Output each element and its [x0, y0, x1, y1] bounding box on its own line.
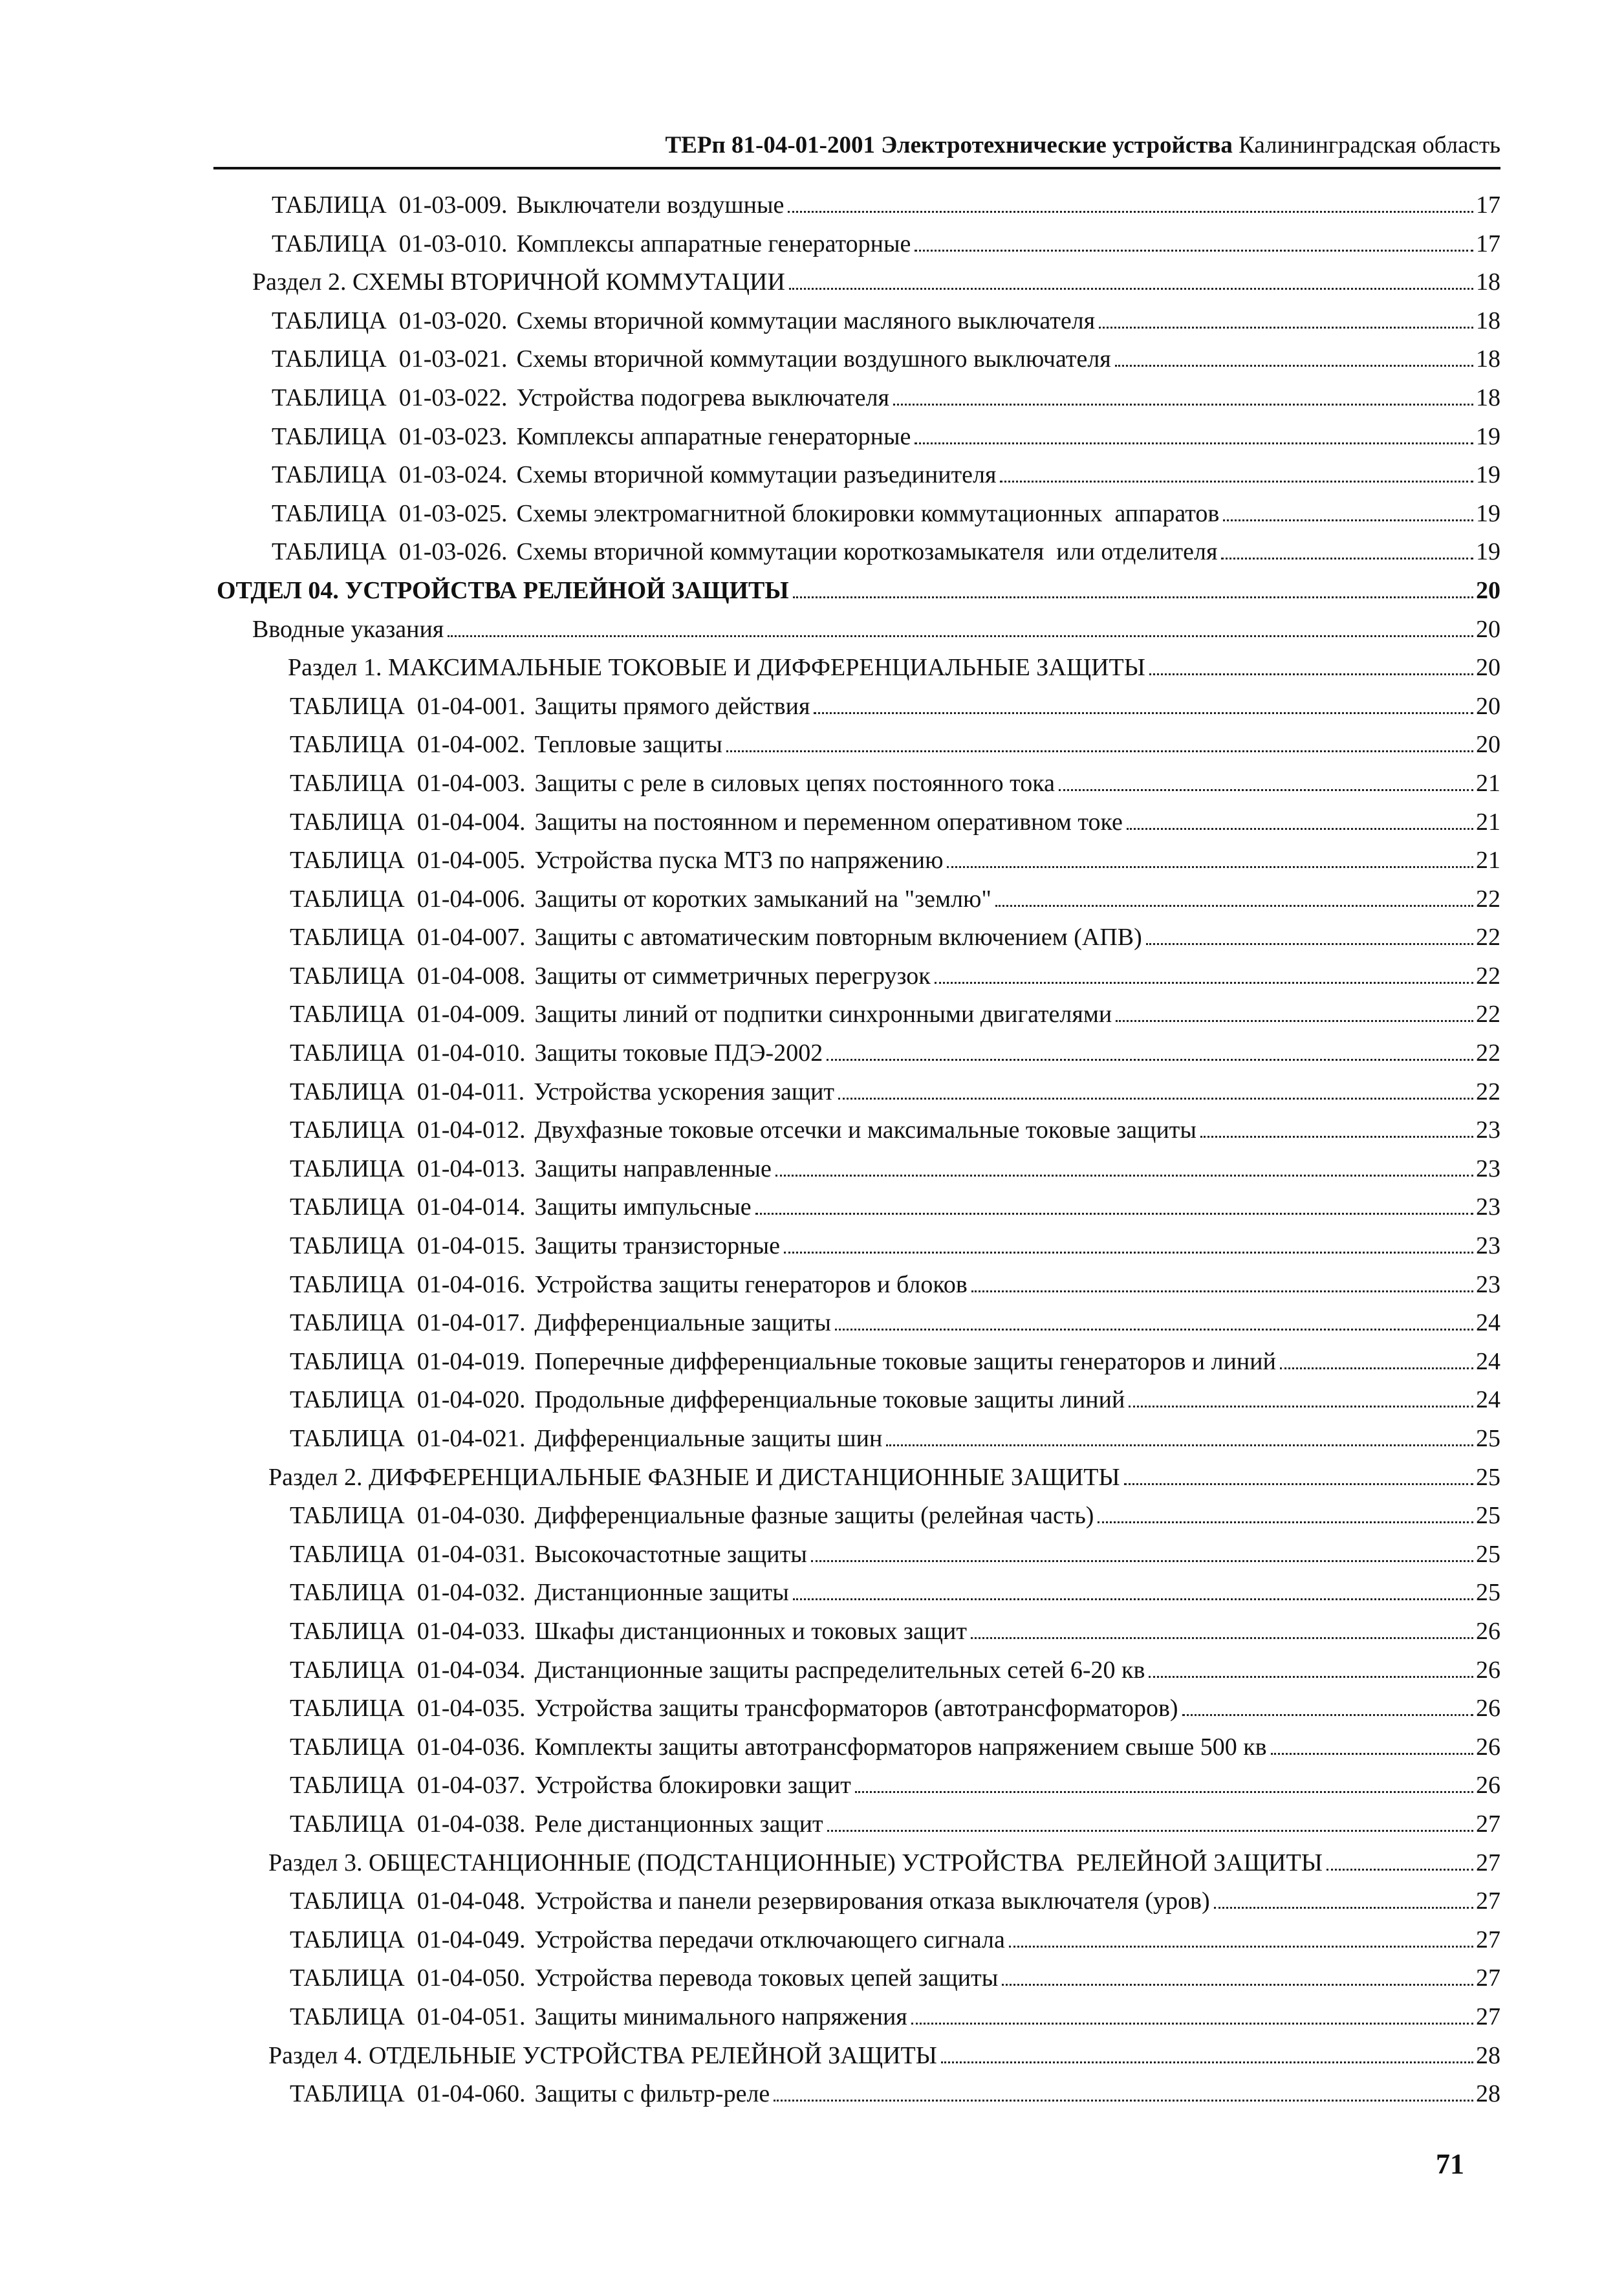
toc-leader-dots	[911, 2023, 1473, 2025]
toc-leader-dots	[838, 1098, 1473, 1100]
toc-entry-title: Устройства перевода токовых цепей защиты	[534, 1964, 999, 1992]
toc-entry-page: 23	[1476, 1155, 1500, 1182]
toc-leader-dots	[811, 1560, 1473, 1562]
toc-entry	[213, 765, 1500, 803]
toc-leader-dots	[893, 404, 1473, 406]
toc-entry-code: ТАБЛИЦА 01-04-034.	[290, 1656, 526, 1684]
toc-entry-page: 28	[1476, 2041, 1500, 2069]
toc-entry-title: Устройства пуска МТЗ по напряжению	[534, 847, 944, 875]
toc-entry-title: Двухфазные токовые отсечки и максимальные токовые защиты	[534, 1116, 1196, 1144]
toc-entry-code: ТАБЛИЦА 01-04-051.	[290, 2003, 526, 2030]
toc-entry-label	[290, 1921, 1005, 1960]
toc-entry-page: 21	[1476, 847, 1500, 875]
toc-leader-dots	[1099, 327, 1473, 329]
toc-entry-title: Защиты транзисторные	[534, 1232, 781, 1260]
toc-entry-label	[290, 1728, 1267, 1767]
toc-entry	[213, 1073, 1500, 1112]
toc-entry-label	[290, 995, 1112, 1034]
toc-entry-code: ТАБЛИЦА 01-04-006.	[290, 885, 526, 913]
toc-entry	[213, 1150, 1500, 1189]
toc-entry-page: 24	[1476, 1386, 1500, 1414]
toc-entry-code: ТАБЛИЦА 01-03-010.	[272, 230, 508, 257]
toc-entry-page: 25	[1476, 1540, 1500, 1568]
toc-entry-label	[290, 1651, 1145, 1690]
toc-entry	[213, 1574, 1500, 1613]
toc-entry-title: Защиты от коротких замыканий на "землю"	[534, 885, 991, 913]
toc-entry-label	[290, 1227, 780, 1266]
toc-entry-code: ТАБЛИЦА 01-03-026.	[272, 538, 508, 566]
toc-entry-code: ТАБЛИЦА 01-04-049.	[290, 1926, 526, 1953]
toc-entry-page: 17	[1476, 191, 1500, 219]
toc-entry-page: 27	[1476, 2003, 1500, 2030]
toc-entry-page: 27	[1476, 1849, 1500, 1876]
toc-leader-dots	[793, 596, 1473, 598]
toc-leader-dots	[448, 635, 1473, 637]
toc-entry-code: ТАБЛИЦА 01-04-014.	[290, 1193, 526, 1221]
toc-entry	[213, 1304, 1500, 1343]
toc-entry-label	[217, 572, 789, 611]
toc-entry-page: 22	[1476, 1078, 1500, 1105]
toc-leader-dots	[726, 750, 1473, 752]
toc-entry	[213, 302, 1500, 341]
toc-entry	[213, 1188, 1500, 1227]
toc-entry-code: ТАБЛИЦА 01-04-037.	[290, 1772, 526, 1799]
toc-entry-label	[290, 803, 1123, 842]
toc-leader-dots	[971, 1637, 1473, 1639]
toc-leader-dots	[827, 1059, 1473, 1061]
toc-leader-dots	[1116, 1020, 1473, 1022]
toc-entry-page: 18	[1476, 384, 1500, 411]
toc-entry-title: Выключатели воздушные	[516, 191, 785, 219]
toc-entry	[213, 1381, 1500, 1420]
toc-entry-page: 25	[1476, 1579, 1500, 1607]
toc-leader-dots	[775, 1175, 1473, 1177]
toc-entry-code: ТАБЛИЦА 01-04-060.	[290, 2080, 526, 2108]
toc-entry-code: ТАБЛИЦА 01-04-030.	[290, 1502, 526, 1530]
toc-entry-title: Устройства подогрева выключателя	[516, 384, 890, 411]
toc-entry-label	[290, 1266, 968, 1305]
toc-entry-label	[290, 765, 1055, 803]
toc-entry	[213, 186, 1500, 225]
toc-entry-label	[290, 842, 943, 880]
toc-entry-code: ТАБЛИЦА 01-04-009.	[290, 1001, 526, 1028]
toc-entry	[213, 2075, 1500, 2114]
toc-entry-title: Защиты импульсные	[534, 1193, 752, 1221]
toc-entry-code: ТАБЛИЦА 01-04-005.	[290, 847, 526, 875]
toc-leader-dots	[1149, 1676, 1473, 1678]
toc-entry-page: 27	[1476, 1926, 1500, 1953]
toc-entry-code: ТАБЛИЦА 01-03-022.	[272, 384, 508, 411]
toc-entry-title: Защиты минимального напряжения	[534, 2003, 907, 2030]
toc-leader-dots	[1098, 1521, 1473, 1523]
toc-entry	[213, 1651, 1500, 1690]
toc-leader-dots	[1009, 1946, 1473, 1948]
toc-entry	[213, 918, 1500, 957]
toc-entry-code: ТАБЛИЦА 01-04-011.	[290, 1078, 525, 1105]
toc-entry-code: ТАБЛИЦА 01-04-008.	[290, 962, 526, 990]
toc-entry-code: ТАБЛИЦА 01-04-017.	[290, 1309, 526, 1337]
toc-leader-dots	[915, 250, 1473, 252]
toc-leader-dots	[1214, 1907, 1473, 1909]
toc-entry-code: ТАБЛИЦА 01-04-007.	[290, 924, 526, 951]
toc-entry	[213, 225, 1500, 264]
toc-entry	[213, 1227, 1500, 1266]
toc-leader-dots	[855, 1791, 1473, 1793]
toc-entry	[213, 803, 1500, 842]
toc-leader-dots	[774, 2100, 1473, 2102]
toc-entry-title: Защиты с фильтр-реле	[534, 2080, 770, 2108]
page-number: 71	[1436, 2148, 1464, 2180]
toc-entry-page: 26	[1476, 1617, 1500, 1645]
toc-entry-title: Раздел 2. ДИФФЕРЕНЦИАЛЬНЫЕ ФАЗНЫЕ И ДИСТАНЦИОННЫЕ ЗАЩИТЫ	[268, 1463, 1120, 1491]
toc-entry-title: Устройства передачи отключающего сигнала	[534, 1926, 1005, 1953]
toc-entry	[213, 418, 1500, 457]
toc-entry	[213, 379, 1500, 418]
toc-entry-label	[272, 456, 996, 495]
toc-leader-dots	[1280, 1367, 1473, 1369]
toc-entry-code: ТАБЛИЦА 01-04-036.	[290, 1733, 526, 1761]
toc-entry	[213, 995, 1500, 1034]
toc-entry	[213, 263, 1500, 302]
toc-entry-code: ТАБЛИЦА 01-04-033.	[290, 1617, 526, 1645]
toc-entry-code: ТАБЛИЦА 01-04-050.	[290, 1964, 526, 1992]
toc-entry-code: ТАБЛИЦА 01-04-003.	[290, 769, 526, 797]
toc-entry-page: 23	[1476, 1193, 1500, 1221]
toc-leader-dots	[814, 712, 1473, 714]
toc-entry-label	[272, 186, 784, 225]
toc-entry-code: ТАБЛИЦА 01-04-012.	[290, 1116, 526, 1144]
toc-entry-title: Комплексы аппаратные генераторные	[516, 422, 911, 450]
toc-entry-title: Реле дистанционных защит	[534, 1810, 823, 1838]
toc-leader-dots	[1200, 1136, 1473, 1138]
toc-leader-dots	[1326, 1869, 1473, 1871]
toc-entry	[213, 842, 1500, 880]
toc-entry-label	[290, 1766, 851, 1805]
toc-entry-title: Схемы электромагнитной блокировки коммутационных аппаратов	[516, 499, 1220, 527]
toc-leader-dots	[755, 1213, 1473, 1215]
toc-entry	[213, 649, 1500, 688]
toc-entry-label	[252, 611, 444, 649]
toc-entry-title: Защиты от симметричных перегрузок	[534, 962, 931, 990]
toc-entry	[213, 1613, 1500, 1651]
toc-entry-title: Схемы вторичной коммутации масляного выключателя	[516, 307, 1096, 334]
toc-entry-label	[290, 1690, 1178, 1728]
toc-entry-title: ОТДЕЛ 04. УСТРОЙСТВА РЕЛЕЙНОЙ ЗАЩИТЫ	[217, 576, 789, 604]
toc-entry-label	[272, 379, 889, 418]
toc-leader-dots	[789, 288, 1473, 290]
toc-leader-dots	[1002, 1984, 1473, 1986]
toc-entry-title: Защиты с реле в силовых цепях постоянного тока	[534, 769, 1056, 797]
toc-leader-dots	[1115, 365, 1473, 367]
toc-leader-dots	[827, 1830, 1473, 1832]
toc-entry-page: 24	[1476, 1347, 1500, 1375]
toc-leader-dots	[835, 1329, 1473, 1331]
toc-entry-page: 22	[1476, 885, 1500, 913]
toc-entry-code: ТАБЛИЦА 01-04-021.	[290, 1425, 526, 1452]
toc-entry-label	[290, 1381, 1125, 1420]
toc-entry-page: 27	[1476, 1887, 1500, 1915]
toc-leader-dots	[1271, 1753, 1473, 1755]
toc-entry-label	[290, 1805, 823, 1844]
toc-entry-page: 18	[1476, 268, 1500, 296]
toc-entry-label	[290, 1536, 807, 1574]
toc-entry-page: 25	[1476, 1463, 1500, 1491]
toc-entry-label	[290, 880, 991, 919]
toc-entry	[213, 880, 1500, 919]
toc-leader-dots	[1223, 519, 1473, 521]
toc-entry-label	[288, 649, 1145, 688]
toc-entry-label	[268, 2037, 937, 2076]
toc-entry-code: ТАБЛИЦА 01-04-031.	[290, 1540, 526, 1568]
toc-entry-page: 19	[1476, 422, 1500, 450]
toc-entry-page: 23	[1476, 1232, 1500, 1260]
toc-leader-dots	[1127, 828, 1473, 830]
toc-entry-page: 19	[1476, 461, 1500, 489]
toc-entry-label	[290, 1111, 1196, 1150]
toc-entry-title: Дифференциальные фазные защиты (релейная часть)	[534, 1502, 1094, 1530]
toc-leader-dots	[1182, 1714, 1473, 1716]
toc-entry	[213, 1459, 1500, 1497]
header-region: Калининградская область	[1239, 132, 1500, 158]
toc-leader-dots	[1000, 481, 1473, 483]
toc-entry-code: ТАБЛИЦА 01-04-032.	[290, 1579, 526, 1607]
toc-entry-label	[290, 1150, 772, 1189]
toc-entry-code: ТАБЛИЦА 01-04-019.	[290, 1347, 526, 1375]
toc-entry-title: Дифференциальные защиты	[534, 1309, 831, 1337]
toc-entry-label	[272, 340, 1111, 379]
toc-entry-page: 22	[1476, 1001, 1500, 1028]
toc-entry-title: Устройства и панели резервирования отказа выключателя (уров)	[534, 1887, 1210, 1915]
toc-entry-label	[290, 1343, 1276, 1382]
toc-leader-dots	[1146, 943, 1473, 945]
toc-entry-page: 22	[1476, 962, 1500, 990]
toc-entry-page: 22	[1476, 924, 1500, 951]
toc-entry-code: ТАБЛИЦА 01-04-016.	[290, 1270, 526, 1298]
toc-entry-label	[272, 495, 1219, 534]
toc-entry-page: 18	[1476, 307, 1500, 334]
toc-entry	[213, 1266, 1500, 1305]
toc-entry-label	[290, 1497, 1094, 1536]
toc-entry	[213, 495, 1500, 534]
toc-entry-label	[290, 1420, 882, 1459]
toc-entry-label	[290, 1959, 998, 1998]
toc-entry-label	[290, 1188, 752, 1227]
toc-entry-page: 17	[1476, 230, 1500, 257]
toc-entry-page: 28	[1476, 2080, 1500, 2108]
toc-entry-page: 25	[1476, 1502, 1500, 1530]
toc-entry-label	[290, 1304, 831, 1343]
toc-leader-dots	[915, 442, 1473, 444]
toc-entry-label	[272, 418, 911, 457]
toc-entry-title: Защиты направленные	[534, 1155, 772, 1182]
toc-entry-page: 20	[1476, 692, 1500, 720]
toc-entry	[213, 957, 1500, 996]
toc-entry-page: 24	[1476, 1309, 1500, 1337]
toc-entry-label	[290, 1034, 823, 1073]
toc-entry-title: Раздел 3. ОБЩЕСТАНЦИОННЫЕ (ПОДСТАНЦИОННЫЕ) УСТРОЙСТВА РЕЛЕЙНОЙ ЗАЩИТЫ	[268, 1849, 1323, 1876]
toc-entry-page: 21	[1476, 769, 1500, 797]
toc-entry-title: Поперечные дифференциальные токовые защиты генераторов и линий	[534, 1347, 1276, 1375]
toc-entry-label	[268, 1459, 1120, 1497]
toc-entry-code: ТАБЛИЦА 01-04-035.	[290, 1695, 526, 1722]
toc-leader-dots	[784, 1252, 1473, 1254]
toc-entry	[213, 1497, 1500, 1536]
toc-entry-title: Устройства блокировки защит	[534, 1772, 851, 1799]
toc-entry-title: Высокочастотные защиты	[534, 1540, 807, 1568]
toc-entry-page: 26	[1476, 1656, 1500, 1684]
toc-entry	[213, 1844, 1500, 1883]
toc-entry-label	[290, 688, 810, 726]
toc-entry	[213, 1343, 1500, 1382]
toc-entry-code: ТАБЛИЦА 01-03-021.	[272, 345, 508, 373]
toc-entry-title: Устройства защиты трансформаторов (автотрансформаторов)	[534, 1695, 1178, 1722]
toc-entry	[213, 1921, 1500, 1960]
toc-entry-page: 21	[1476, 808, 1500, 836]
toc-entry-title: Дистанционные защиты	[534, 1579, 789, 1607]
toc-entry-title: Шкафы дистанционных и токовых защит	[534, 1617, 967, 1645]
toc-entry-label	[290, 1882, 1210, 1921]
toc-entry-page: 20	[1476, 576, 1500, 604]
toc-entry-code: ТАБЛИЦА 01-04-010.	[290, 1039, 526, 1067]
toc-entry-page: 19	[1476, 538, 1500, 566]
toc-entry-page: 20	[1476, 731, 1500, 759]
toc-entry-title: Дифференциальные защиты шин	[534, 1425, 883, 1452]
toc-entry-label	[290, 918, 1142, 957]
toc-entry-label	[272, 225, 911, 264]
toc-entry	[213, 1111, 1500, 1150]
toc-entry	[213, 1690, 1500, 1728]
toc-entry-label	[268, 1844, 1323, 1883]
toc-entry-title: Дистанционные защиты распределительных сетей 6-20 кв	[534, 1656, 1145, 1684]
toc-entry-title: Устройства защиты генераторов и блоков	[534, 1270, 968, 1298]
toc-entry-title: Защиты прямого действия	[534, 692, 810, 720]
toc-entry-title: Защиты на постоянном и переменном оперативном токе	[534, 808, 1123, 836]
toc-leader-dots	[1124, 1483, 1473, 1485]
toc-leader-dots	[935, 982, 1473, 984]
page-header	[213, 129, 1500, 162]
toc-entry-code: ТАБЛИЦА 01-04-002.	[290, 731, 526, 759]
toc-entry-title: Раздел 2. СХЕМЫ ВТОРИЧНОЙ КОММУТАЦИИ	[252, 268, 785, 296]
toc-leader-dots	[1129, 1406, 1473, 1407]
toc-entry	[213, 1805, 1500, 1844]
toc-entry-page: 26	[1476, 1733, 1500, 1761]
toc-entry	[213, 1959, 1500, 1998]
header-rule	[213, 167, 1500, 169]
toc-entry-title: Тепловые защиты	[534, 731, 722, 759]
toc-entry-label	[290, 1574, 789, 1613]
toc-entry	[213, 2037, 1500, 2076]
toc-entry-page: 27	[1476, 1964, 1500, 1992]
table-of-contents	[213, 186, 1500, 2114]
toc-entry	[213, 533, 1500, 572]
toc-entry-label	[252, 263, 785, 302]
toc-entry-label	[290, 1613, 967, 1651]
toc-entry-page: 26	[1476, 1772, 1500, 1799]
toc-leader-dots	[886, 1444, 1473, 1446]
toc-entry-code: ТАБЛИЦА 01-04-013.	[290, 1155, 526, 1182]
toc-entry-title: Схемы вторичной коммутации короткозамыкателя или отделителя	[516, 538, 1218, 566]
toc-leader-dots	[971, 1290, 1473, 1292]
toc-entry	[213, 1728, 1500, 1767]
toc-entry-label	[290, 726, 722, 765]
toc-leader-dots	[995, 905, 1473, 907]
toc-entry	[213, 456, 1500, 495]
toc-entry-title: Раздел 4. ОТДЕЛЬНЫЕ УСТРОЙСТВА РЕЛЕЙНОЙ ЗАЩИТЫ	[268, 2041, 937, 2069]
header-doc-code: ТЕРп 81-04-01-2001 Электротехнические устройства	[665, 132, 1233, 158]
toc-entry	[213, 1998, 1500, 2037]
toc-leader-dots	[947, 866, 1473, 868]
toc-entry-code: ТАБЛИЦА 01-03-009.	[272, 191, 508, 219]
toc-entry-page: 20	[1476, 615, 1500, 643]
toc-entry-code: ТАБЛИЦА 01-04-001.	[290, 692, 526, 720]
toc-entry-label	[290, 2075, 770, 2114]
toc-entry-page: 22	[1476, 1039, 1500, 1067]
toc-entry-label	[290, 1998, 907, 2037]
toc-leader-dots	[1149, 673, 1473, 675]
toc-entry-code: ТАБЛИЦА 01-03-020.	[272, 307, 508, 334]
toc-entry-page: 23	[1476, 1270, 1500, 1298]
toc-leader-dots	[793, 1598, 1473, 1600]
toc-leader-dots	[941, 2061, 1473, 2063]
toc-entry-code: ТАБЛИЦА 01-04-048.	[290, 1887, 526, 1915]
toc-leader-dots	[1221, 558, 1473, 560]
toc-entry	[213, 688, 1500, 726]
toc-entry	[213, 1536, 1500, 1574]
toc-entry-title: Комплексы аппаратные генераторные	[516, 230, 911, 257]
toc-entry-code: ТАБЛИЦА 01-04-015.	[290, 1232, 526, 1260]
toc-entry-code: ТАБЛИЦА 01-04-004.	[290, 808, 526, 836]
toc-entry	[213, 1420, 1500, 1459]
toc-entry-title: Комплекты защиты автотрансформаторов напряжением свыше 500 кв	[534, 1733, 1267, 1761]
toc-entry	[213, 726, 1500, 765]
toc-entry	[213, 1882, 1500, 1921]
toc-leader-dots	[1059, 789, 1473, 791]
toc-entry-code: ТАБЛИЦА 01-03-025.	[272, 499, 508, 527]
toc-entry-title: Раздел 1. МАКСИМАЛЬНЫЕ ТОКОВЫЕ И ДИФФЕРЕНЦИАЛЬНЫЕ ЗАЩИТЫ	[288, 654, 1145, 682]
toc-entry-page: 19	[1476, 499, 1500, 527]
toc-entry-page: 25	[1476, 1425, 1500, 1452]
toc-entry	[213, 1034, 1500, 1073]
toc-entry-page: 18	[1476, 345, 1500, 373]
toc-entry-page: 26	[1476, 1695, 1500, 1722]
toc-entry-title: Схемы вторичной коммутации воздушного выключателя	[516, 345, 1111, 373]
toc-entry-label	[272, 533, 1217, 572]
toc-entry-page: 23	[1476, 1116, 1500, 1144]
toc-entry-label	[290, 957, 931, 996]
toc-entry	[213, 611, 1500, 649]
toc-entry	[213, 1766, 1500, 1805]
toc-entry-code: ТАБЛИЦА 01-03-023.	[272, 422, 508, 450]
toc-entry-page: 20	[1476, 654, 1500, 682]
toc-entry	[213, 572, 1500, 611]
toc-entry-label	[290, 1073, 834, 1112]
toc-entry-title: Защиты линий от подпитки синхронными двигателями	[534, 1001, 1112, 1028]
toc-entry-code: ТАБЛИЦА 01-03-024.	[272, 461, 508, 489]
toc-entry-label	[272, 302, 1095, 341]
toc-entry-code: ТАБЛИЦА 01-04-020.	[290, 1386, 526, 1414]
toc-entry-title: Вводные указания	[252, 615, 444, 643]
toc-leader-dots	[788, 211, 1473, 213]
toc-entry	[213, 340, 1500, 379]
toc-entry-title: Защиты с автоматическим повторным включением (АПВ)	[534, 924, 1142, 951]
toc-entry-title: Схемы вторичной коммутации разъединителя	[516, 461, 997, 489]
toc-entry-title: Защиты токовые ПДЭ-2002	[534, 1039, 823, 1067]
toc-entry-title: Устройства ускорения защит	[534, 1078, 835, 1105]
toc-entry-title: Продольные дифференциальные токовые защиты линий	[534, 1386, 1125, 1414]
toc-entry-code: ТАБЛИЦА 01-04-038.	[290, 1810, 526, 1838]
toc-entry-page: 27	[1476, 1810, 1500, 1838]
